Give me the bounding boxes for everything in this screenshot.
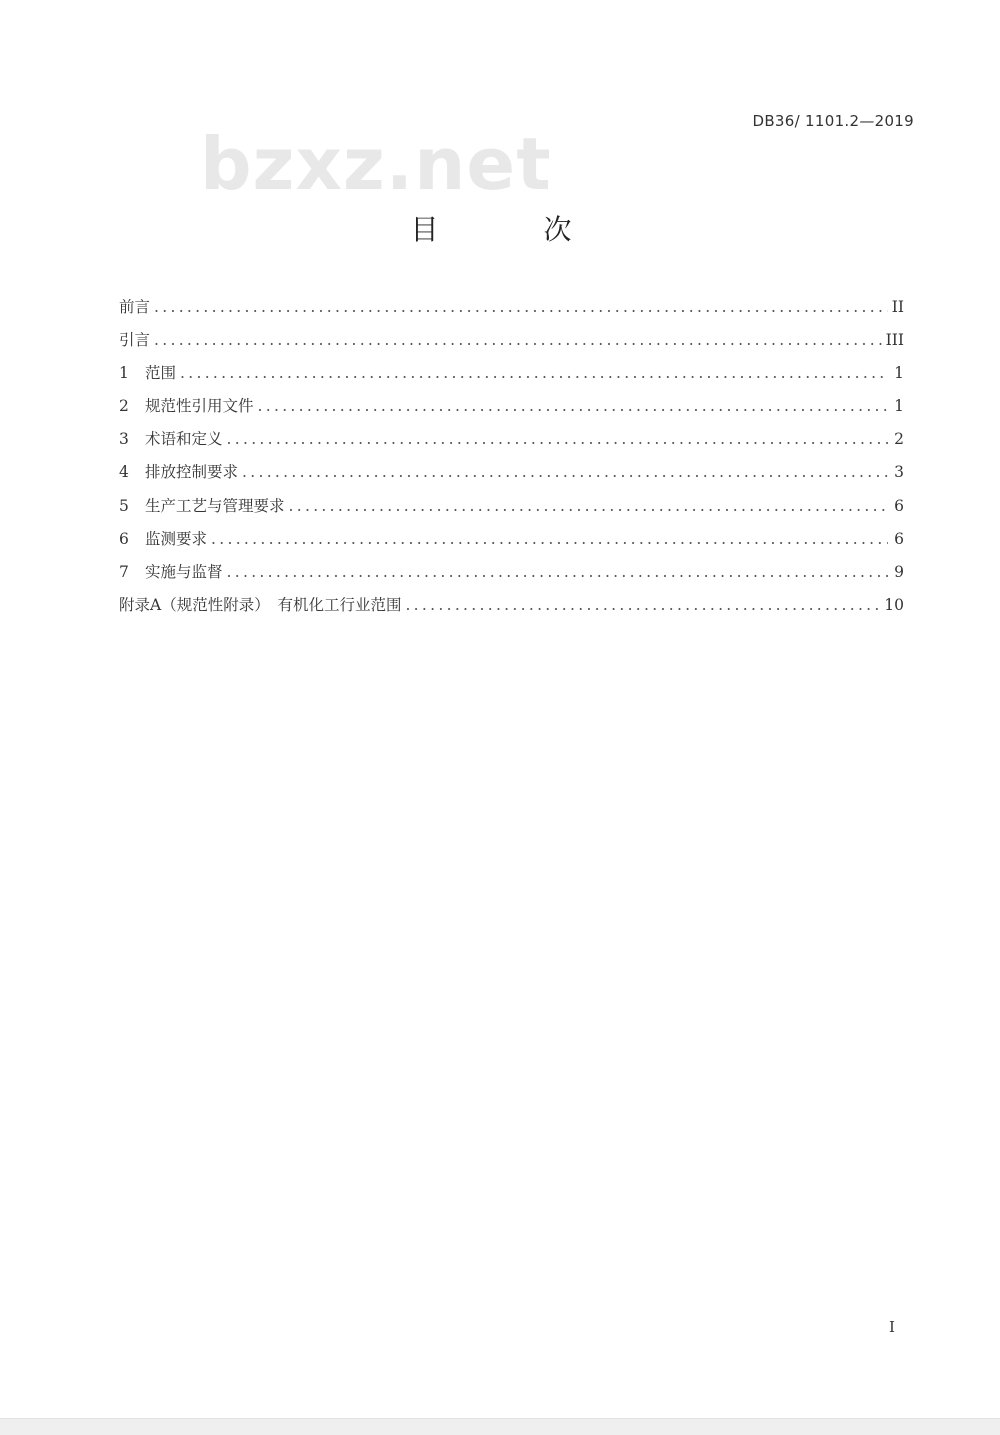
toc-entry-page: 1 (894, 364, 904, 383)
toc-leader-dots (227, 556, 888, 589)
toc-entry-page: 1 (894, 397, 904, 416)
toc-entry-label: 范围 (145, 364, 177, 383)
toc-leader-dots (289, 490, 888, 523)
toc-entry-number: 1 (119, 364, 129, 383)
toc-entry-introduction[interactable] (119, 324, 904, 357)
toc-entry-number: 5 (119, 496, 129, 515)
toc-entry-number: 6 (119, 529, 129, 548)
toc-entry-label: 生产工艺与管理要求 (145, 496, 285, 515)
toc-entry-page: 3 (894, 463, 904, 482)
toc-entry-foreword[interactable] (119, 291, 904, 324)
toc-entry-label: 排放控制要求 (145, 463, 239, 482)
toc-entry-implementation[interactable] (119, 556, 904, 589)
toc-leader-dots (258, 390, 888, 423)
toc-entry-label: 实施与监督 (145, 562, 223, 581)
toc-entry-terms-definitions[interactable] (119, 423, 904, 456)
toc-entry-number: 7 (119, 562, 129, 581)
toc-entry-label: 术语和定义 (145, 430, 223, 449)
toc-entry-label: 引言 (119, 331, 151, 350)
toc-leader-dots (405, 589, 880, 622)
toc-entry-page: 10 (884, 595, 904, 614)
toc-entry-page: 9 (894, 562, 904, 581)
page-title: 目 次 (410, 213, 620, 246)
toc-entry-label: 规范性引用文件 (145, 397, 254, 416)
toc-leader-dots (242, 456, 888, 489)
page-number: I (889, 1318, 895, 1336)
toc-entry-label: 附录A（规范性附录） 有机化工行业范围 (119, 595, 402, 614)
toc-entry-label: 监测要求 (145, 529, 208, 548)
toc-entry-number: 2 (119, 397, 129, 416)
document-code: DB36/ 1101.2—2019 (752, 112, 914, 130)
toc-leader-dots (154, 291, 888, 324)
viewer-bottom-strip (0, 1418, 1000, 1435)
toc-entry-number: 4 (119, 463, 129, 482)
toc-entry-page: 6 (894, 529, 904, 548)
toc-leader-dots (180, 357, 888, 390)
toc-entry-page: 2 (894, 430, 904, 449)
toc-entry-scope[interactable] (119, 357, 904, 390)
toc-entry-emission-control[interactable] (119, 456, 904, 489)
toc-entry-process-management[interactable] (119, 490, 904, 523)
toc-entry-label: 前言 (119, 298, 151, 316)
toc-leader-dots (227, 423, 888, 456)
toc-entry-monitoring[interactable] (119, 523, 904, 556)
toc-entry-page: III (885, 331, 904, 350)
table-of-contents (119, 291, 904, 622)
toc-entry-appendix-a[interactable] (119, 589, 904, 622)
toc-entry-page: II (891, 298, 904, 316)
toc-leader-dots (154, 324, 882, 357)
watermark: bzxz.net (200, 122, 552, 206)
toc-entry-page: 6 (894, 496, 904, 515)
toc-entry-number: 3 (119, 430, 129, 449)
toc-entry-normative-references[interactable] (119, 390, 904, 423)
toc-leader-dots (211, 523, 888, 556)
